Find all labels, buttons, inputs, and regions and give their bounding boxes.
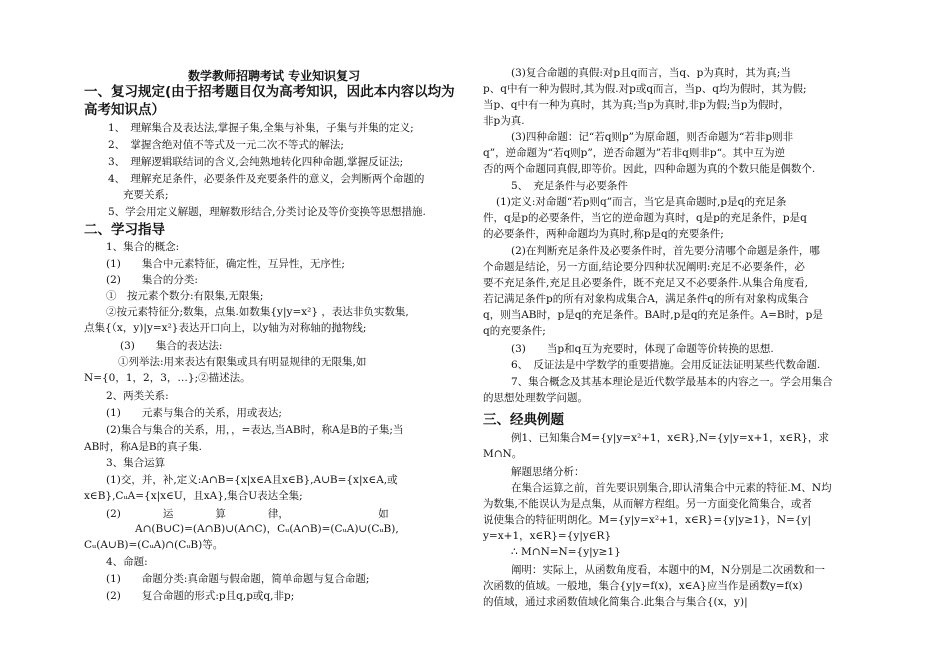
left-text-line: Cᵤ(A∪B)=(CᵤA)∩(CᵤB)等。 xyxy=(84,539,224,551)
right-text-line: 件，q是p的必要条件，当它的逆命题为真时，q是p的充足条件，p是q xyxy=(483,212,807,224)
left-text-line: 4、命题: xyxy=(106,556,148,568)
left-text-line: (1) 命题分类:真命题与假命题，简单命题与复合命题; xyxy=(106,573,370,585)
left-text-line: A∩(B∪C)=(A∩B)∪(A∩C)，Cᵤ(A∩B)=(CᵤA)∪(CᵤB), xyxy=(135,523,399,535)
left-text-line: (1) 集合中元素特征，确定性，互异性，无序性; xyxy=(106,258,345,270)
right-text-line: q的充要条件; xyxy=(483,325,546,337)
right-text-line: (2)在判断充足条件及必要条件时，首先要分清哪个命题是条件，哪 xyxy=(511,245,820,257)
right-text-line: y=x+1，x∈R}={y|y∈R} xyxy=(483,530,612,542)
right-text-line: 说使集合的特征明朗化。M={y|y=x²+1，x∈R}={y|y≥1}，N={y| xyxy=(483,514,811,526)
right-text-line: p、q中有一种为假时,其为假.对p或q而言，当p、q均为假时，其为假; xyxy=(483,83,807,95)
left-text-line: 点集{（x，y)|y=x²}表达开口向上，以y轴为对称轴的抛物线; xyxy=(84,322,367,334)
left-text-line: (2) 集合的分类: xyxy=(106,274,198,286)
left-text-line: (1)交，并，补,定义:A∩B={x|x∈A且x∈B},A∪B={x|x∈A,或 xyxy=(106,474,398,486)
right-text-line: 次函数的值域。一般地，集合{y|y=f(x)，x∈A}应当作是函数y=f(x) xyxy=(483,580,803,592)
right-text-line: (1)定义:对命题“若p则q”而言，当它是真命题时,p是q的充足条 xyxy=(496,196,787,208)
left-text-line: 2、 掌握含绝对值不等式及一元二次不等式的解法; xyxy=(108,139,344,151)
left-text-line: 1、 理解集合及表达法,掌握子集,全集与补集，子集与并集的定义; xyxy=(108,122,414,134)
left-text-line: (1) 元素与集合的关系，用或表达; xyxy=(106,407,282,419)
right-text-line: 否的两个命题同真假,即等价。因此，四种命题为真的个数只能是偶数个. xyxy=(483,163,816,175)
left-text-line: x∈B},CᵤA={x|x∈U，且xA},集合U表达全集; xyxy=(84,490,303,502)
right-text-line: 三、经典例题 xyxy=(483,412,564,428)
right-text-line: 解题思绪分析： xyxy=(511,466,585,478)
left-text-line: (2) 运 算 律， 如 xyxy=(106,508,389,520)
left-text-line: 高考知识点） xyxy=(84,102,165,118)
right-text-line: 非p为真. xyxy=(483,115,525,127)
left-text-line: N={0，1，2，3，…};②描述法。 xyxy=(84,372,251,384)
right-text-line: 6、 反证法是中学数学的重要措施。会用反证法证明某些代数命题. xyxy=(511,359,821,371)
right-text-line: 要不充足条件,充足且必要条件，既不充足又不必要条件.从集合角度看, xyxy=(483,277,809,289)
left-text-line: ① 按元素个数分:有限集,无限集; xyxy=(106,290,264,302)
left-text-line: 二、学习指导 xyxy=(84,222,165,238)
right-text-line: (3)四种命题：记“若q则p”为原命题，则否命题为“若非p则非 xyxy=(511,131,794,143)
right-text-line: 的思想处理数学问题。 xyxy=(483,392,588,404)
right-text-line: q”，逆命题为“若q则p”，逆否命题为”若非q则非p“。其中互为逆 xyxy=(483,147,785,159)
left-text-line: 充要关系; xyxy=(123,189,169,201)
right-text-line: 例1、已知集合M={y|y=x²+1，x∈R},N={y|y=x+1，x∈R}，求 xyxy=(511,432,829,444)
left-text-line: 4、 理解充足条件，必要条件及充要条件的意义，会判断两个命题的 xyxy=(108,173,425,185)
right-text-line: (3) 当p和q互为充要时，体现了命题等价转换的思想. xyxy=(511,343,774,355)
right-text-line: M∩N。 xyxy=(483,448,523,460)
left-text-line: 2、两类关系: xyxy=(106,390,169,402)
right-text-line: 阐明：实际上，从函数角度看，本题中的M，N分别是二次函数和一 xyxy=(511,564,825,576)
left-text-line: 5、学会用定义解题，理解数形结合,分类讨论及等价变换等思想措施. xyxy=(108,206,426,218)
left-text-line: 一、复习规定(由于招考题目仅为高考知识，因此本内容以均为 xyxy=(84,84,455,100)
right-text-line: 个命题是结论，另一方面,结论要分四种状况阐明:充足不必要条件，必 xyxy=(483,261,805,273)
left-text-line: 3、 理解逻辑联结词的含义,会纯熟地转化四种命题,掌握反证法; xyxy=(108,156,404,168)
right-text-line: 的值域，通过求函数值域化简集合.此集合与集合{(x，y)| xyxy=(483,596,748,608)
left-text-line: 3、集合运算 xyxy=(106,457,166,469)
right-text-line: ∴ M∩N=N={y|y≥1} xyxy=(511,546,621,558)
right-text-line: (3)复合命题的真假:对p且q而言，当q、p为真时，其为真;当 xyxy=(511,67,791,79)
right-text-line: 7、集合概念及其基本理论是近代数学最基本的内容之一。学会用集合 xyxy=(511,376,833,388)
page-title: 数学教师招聘考试 专业知识复习 xyxy=(188,69,361,83)
right-text-line: 若记满足条件p的所有对象构成集合A，满足条件q的所有对象构成集合 xyxy=(483,293,809,305)
left-text-line: (3) 集合的表达法: xyxy=(120,340,223,352)
right-text-line: 的必要条件，两种命题均为真时,称p是q的充要条件; xyxy=(483,228,724,240)
right-text-line: 5、 充足条件与必要条件 xyxy=(511,180,628,192)
left-text-line: (2) 复合命题的形式:p且q,p或q,非p; xyxy=(106,590,295,602)
left-text-line: 1、集合的概念: xyxy=(106,241,180,253)
right-text-line: 当p、q中有一种为真时，其为真;当p为真时,非p为假;当p为假时， xyxy=(483,99,790,111)
left-text-line: ②按元素特征分;数集，点集.如数集{y|y=x²} ，表达非负实数集, xyxy=(106,306,409,318)
left-text-line: AB时，称A是B的真子集. xyxy=(84,441,202,453)
right-text-line: 为数集,不能误认为是点集，从而解方程组。另一方面变化简集合，或者 xyxy=(483,498,812,510)
left-text-line: ①列举法:用来表达有限集或具有明显规律的无限集,如 xyxy=(118,356,367,368)
left-text-line: (2)集合与集合的关系，用，，=表达,当AB时，称A是B的子集;当 xyxy=(106,424,404,436)
right-text-line: 在集合运算之前，首先要识别集合,即认清集合中元素的特征.M、N均 xyxy=(511,482,832,494)
right-text-line: q，则当AB时，p是q的充足条件。BA时,p是q的充足条件。A=B时，p是 xyxy=(483,309,823,321)
